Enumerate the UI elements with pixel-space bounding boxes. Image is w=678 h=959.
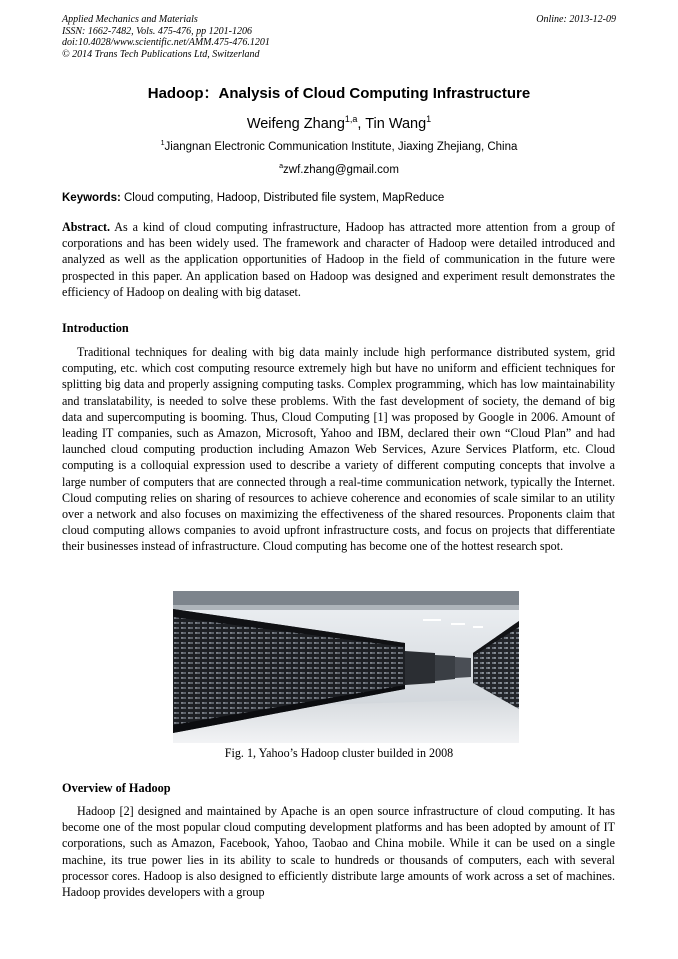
affiliation-text: Jiangnan Electronic Communication Institute, Jiaxing Zhejiang, China: [164, 141, 518, 153]
copyright-line: © 2014 Trans Tech Publications Ltd, Switzerland: [62, 48, 260, 60]
email-text: zwf.zhang@gmail.com: [283, 164, 399, 176]
doi-line: doi:10.4028/www.scientific.net/AMM.475-476.1201: [62, 37, 270, 48]
keywords-label: Keywords:: [62, 192, 121, 204]
author-superscript: 1,a: [344, 114, 358, 125]
email-superscript: a: [279, 162, 284, 171]
author-separator: ,: [357, 116, 366, 132]
author-line: [62, 116, 616, 132]
affiliation: [62, 141, 616, 153]
overview-paragraph: Hadoop [2] designed and maintained by Apache is an open source infrastructure of cloud computing. It has become one of the most popular cloud computing development platforms and has been adopted by amount of IT corporations, such as Amazon, Facebook, Yahoo, Taobao and China mobile. While it can be used on a single machine, its true power lies in its ability to scale to hundreds or thousands of computers, each with several processor cores. Hadoop is also designed to efficiently distribute large amounts of work across a set of machines. Hadoop provides developers with a group: [62, 804, 615, 900]
section-heading-introduction: Introduction: [62, 321, 129, 335]
author-superscript: 1: [426, 114, 432, 125]
figure-caption: Fig. 1, Yahoo’s Hadoop cluster builded in 2008: [224, 746, 454, 760]
journal-name: Applied Mechanics and Materials: [62, 14, 198, 25]
journal-header: [62, 14, 616, 60]
section-heading-overview: Overview of Hadoop: [62, 781, 171, 795]
author-name: Tin Wang: [365, 116, 427, 132]
paper-title: Hadoop：Analysis of Cloud Computing Infrastructure: [147, 85, 531, 102]
author-email: [62, 164, 616, 176]
abstract-label: Abstract.: [62, 220, 111, 234]
keywords-text: Cloud computing, Hadoop, Distributed file system, MapReduce: [124, 192, 445, 204]
author-name: Weifeng Zhang: [246, 116, 345, 132]
keywords: [62, 192, 616, 204]
hadoop-cluster-photo: [173, 591, 519, 743]
abstract: [62, 219, 615, 300]
online-date: Online: 2013-12-09: [536, 14, 616, 25]
issn-line: ISSN: 1662-7482, Vols. 475-476, pp 1201-1206: [62, 25, 252, 37]
abstract-text: As a kind of cloud computing infrastructure, Hadoop has attracted more attention from a group of corporations and has been widely used. The framework and character of Hadoop were detailed introduced and analyzed as well as the application opportunities of Hadoop in the field of communication in the future were prospected in this paper. An application based on Hadoop was designed and experiment result demonstrates the efficiency of Hadoop on dealing with big dataset.: [62, 220, 615, 299]
introduction-paragraph: Traditional techniques for dealing with big data mainly include high performance distributed system, grid computing, etc. which cost computing resource extremely high but have no uniform and efficient techniques for splitting big data and properly assigning computing tasks. Complex programming, which has low maintainability and translatability, is needed to solve these problems. With the fast development of society, the demand of big data and supercomputing is booming. Thus, Cloud Computing [1] was proposed by Google in 2006. Amount of leading IT companies, such as Amazon, Microsoft, Yahoo and IBM, declared their own “Cloud Plan” and had launched cloud computing production including Amazon Web Services, Azure Services Platform, etc. Cloud computing is a colloquial expression used to describe a variety of different computing concepts that involve a large number of computers that are connected through a real-time communication network, typically the Internet. Cloud computing relies on sharing of resources to achieve coherence and economies of scale similar to an utility over a network and also focuses on maximizing the effectiveness of the shared resources. Proponents claim that cloud computing allows companies to avoid upfront infrastructure costs, and focus on projects that differentiate their businesses instead of infrastructure. Cloud computing has become one of the hottest research spot.: [62, 345, 615, 554]
affiliation-superscript: 1: [160, 139, 165, 148]
